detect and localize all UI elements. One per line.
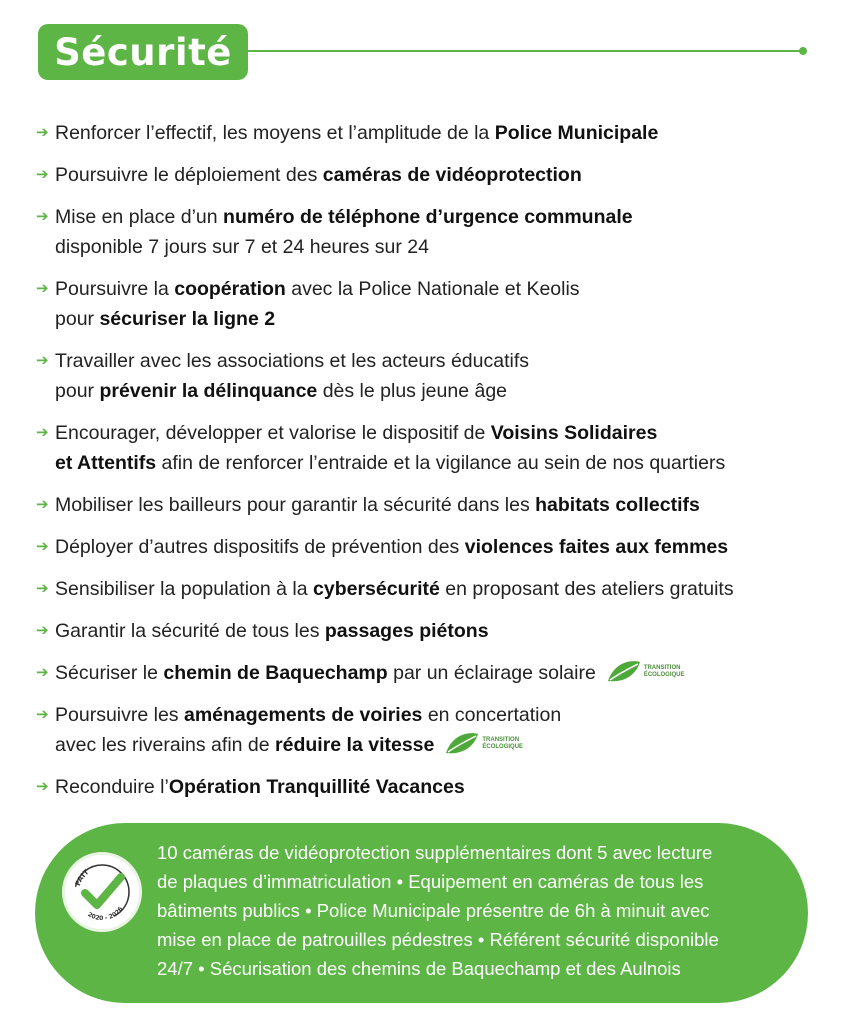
bold-text: cybersécurité xyxy=(313,578,440,600)
text: par un éclairage solaire xyxy=(387,662,596,684)
list-item-line xyxy=(55,490,826,520)
bold-text: et Attentifs xyxy=(55,452,157,474)
list-item-line xyxy=(55,232,826,262)
transition-ecologique-badge xyxy=(444,731,524,757)
text: pour xyxy=(55,380,100,402)
bold-text: habitats collectifs xyxy=(535,494,700,516)
list-item xyxy=(36,118,826,148)
arrow-right-icon: ➔ xyxy=(36,496,49,513)
text: en concertation xyxy=(422,704,562,726)
arrow-right-icon: ➔ xyxy=(36,124,49,141)
accomplishment-line: de plaques d’immatriculation • Equipement en caméras de tous les xyxy=(157,871,704,892)
arrow-right-icon: ➔ xyxy=(36,580,49,597)
arrow-right-icon: ➔ xyxy=(36,280,49,297)
transition-ecologique-label: TRANSITION ÉCOLOGIQUE xyxy=(482,736,524,750)
arrow-right-icon: ➔ xyxy=(36,706,49,723)
checkmark-icon xyxy=(65,855,139,929)
list-item-line xyxy=(55,118,826,148)
title-divider-line xyxy=(248,50,803,52)
list-item-line xyxy=(55,376,826,406)
text: Sensibiliser la population à la xyxy=(55,578,313,600)
arrow-right-icon: ➔ xyxy=(36,622,49,639)
list-item xyxy=(36,202,826,262)
list-item-line xyxy=(55,418,826,448)
text: Renforcer l’effectif, les moyens et l’amplitude de la xyxy=(55,122,495,144)
arrow-right-icon: ➔ xyxy=(36,166,49,183)
list-item-line xyxy=(55,574,826,604)
list-item-line xyxy=(55,658,826,688)
list-item-line xyxy=(55,346,826,376)
leaf-icon xyxy=(444,731,480,757)
accomplishment-line: mise en place de patrouilles pédestres • Référent sécurité disponible xyxy=(157,929,719,950)
accomplishment-line: 10 caméras de vidéoprotection supplémentaires dont 5 avec lecture xyxy=(157,842,713,863)
text: Déployer d’autres dispositifs de prévention des xyxy=(55,536,465,558)
text: Encourager, développer et valorise le dispositif de xyxy=(55,422,491,444)
text: Poursuivre le déploiement des xyxy=(55,164,323,186)
list-item xyxy=(36,700,826,760)
list-item-line xyxy=(55,160,826,190)
list-item-line xyxy=(55,616,826,646)
arrow-right-icon: ➔ xyxy=(36,664,49,681)
text: afin de renforcer l’entraide et la vigilance au sein de nos quartiers xyxy=(156,452,726,474)
list-item-line xyxy=(55,274,826,304)
arrow-right-icon: ➔ xyxy=(36,208,49,225)
svg-text:FAIT xyxy=(74,868,91,887)
done-seal xyxy=(62,852,142,932)
bold-text: prévenir la délinquance xyxy=(99,380,318,402)
bold-text: numéro de téléphone d’urgence communale xyxy=(223,206,633,228)
arrow-right-icon: ➔ xyxy=(36,424,49,441)
text: pour xyxy=(55,308,100,330)
title-divider-dot xyxy=(799,47,807,55)
bold-text: chemin de Baquechamp xyxy=(163,662,388,684)
list-item-line xyxy=(55,448,826,478)
section-title: Sécurité xyxy=(54,30,232,74)
text: Reconduire l’ xyxy=(55,776,169,798)
transition-ecologique-badge xyxy=(606,659,686,685)
bold-text: sécuriser la ligne 2 xyxy=(99,308,276,330)
accomplishment-line: bâtiments publics • Police Municipale présentre de 6h à minuit avec xyxy=(157,900,710,921)
text: avec les riverains afin de xyxy=(55,734,276,756)
bold-text: caméras de vidéoprotection xyxy=(322,164,582,186)
list-item xyxy=(36,772,826,802)
arrow-right-icon: ➔ xyxy=(36,352,49,369)
accomplishment-line: 24/7 • Sécurisation des chemins de Baquechamp et des Aulnois xyxy=(157,958,681,979)
arrow-right-icon: ➔ xyxy=(36,778,49,795)
list-item-line xyxy=(55,730,826,760)
text: Travailler avec les associations et les acteurs éducatifs xyxy=(55,350,529,372)
bold-text: Voisins Solidaires xyxy=(490,422,658,444)
measures-list xyxy=(36,118,826,814)
list-item xyxy=(36,418,826,478)
text: Garantir la sécurité de tous les xyxy=(55,620,325,642)
list-item-line xyxy=(55,304,826,334)
list-item xyxy=(36,346,826,406)
bold-text: passages piétons xyxy=(324,620,489,642)
text: Mise en place d’un xyxy=(55,206,224,228)
bold-text: violences faites aux femmes xyxy=(464,536,729,558)
list-item-line xyxy=(55,532,826,562)
section-title-badge xyxy=(38,24,248,80)
list-item-line xyxy=(55,202,826,232)
seal-top-text: FAIT xyxy=(73,868,91,887)
bold-text: Opération Tranquillité Vacances xyxy=(168,776,465,798)
list-item xyxy=(36,658,826,688)
svg-text:2020 - 2026 xyxy=(86,906,124,922)
bold-text: réduire la vitesse xyxy=(275,734,435,756)
list-item xyxy=(36,274,826,334)
bold-text: Police Municipale xyxy=(494,122,659,144)
list-item xyxy=(36,574,826,604)
list-item-line xyxy=(55,772,826,802)
text: Mobiliser les bailleurs pour garantir la sécurité dans les xyxy=(55,494,536,516)
list-item xyxy=(36,532,826,562)
text: Sécuriser le xyxy=(55,662,164,684)
text: en proposant des ateliers gratuits xyxy=(439,578,734,600)
text: avec la Police Nationale et Keolis xyxy=(285,278,580,300)
bold-text: aménagements de voiries xyxy=(183,704,423,726)
leaf-icon xyxy=(606,659,642,685)
text: Poursuivre les xyxy=(55,704,184,726)
text: disponible 7 jours sur 7 et 24 heures sur 24 xyxy=(55,236,429,258)
accomplishments-text xyxy=(157,838,767,983)
list-item xyxy=(36,616,826,646)
bold-text: coopération xyxy=(174,278,286,300)
seal-bottom-text: 2020 - 2026 xyxy=(86,905,125,923)
list-item xyxy=(36,490,826,520)
text: dès le plus jeune âge xyxy=(317,380,508,402)
list-item-line xyxy=(55,700,826,730)
transition-ecologique-label: TRANSITION ÉCOLOGIQUE xyxy=(643,664,685,678)
arrow-right-icon: ➔ xyxy=(36,538,49,555)
text: Poursuivre la xyxy=(55,278,175,300)
list-item xyxy=(36,160,826,190)
